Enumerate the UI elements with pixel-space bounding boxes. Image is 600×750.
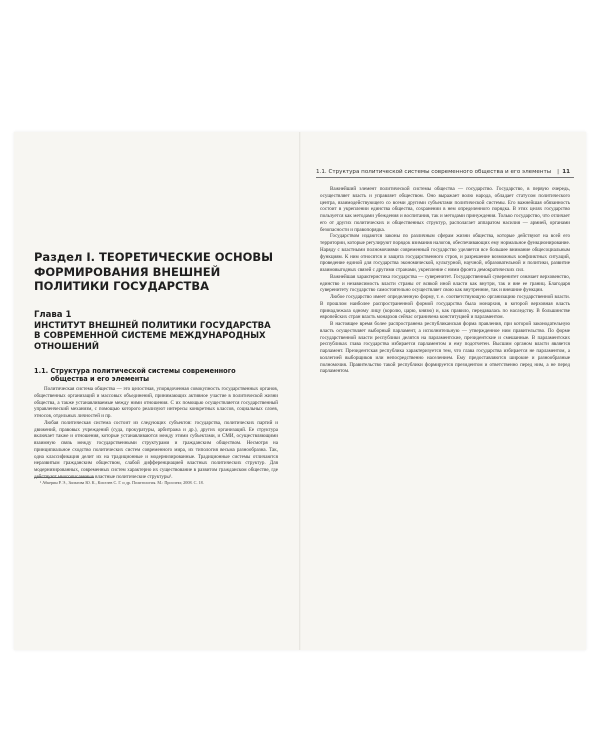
chapter-number: Глава 1 bbox=[34, 310, 72, 320]
running-head bbox=[316, 168, 574, 178]
chapter-heading bbox=[34, 310, 274, 352]
subsection-title: Структура политической системы современного общества и его элементы bbox=[50, 367, 236, 384]
footnote-rule bbox=[34, 477, 94, 478]
paragraph: Любая политическая система состоит из следующих субъектов: государства, политических партий и движений, правовых учреждений (суда, прокуратуры, арбитража и др.), других организаций. Ее структура включает также и отношения, которые устанавливаются между этими субъектами, и СМИ, осуществляющими взаимную связь между государственными структурами и гражданским обществом. Несмотря на принципиальное сходство политических систем современного мира, их типология весьма разнообразна. Так, одна классификация делит их на традиционные и модернизированные. Традиционные системы отличаются неразвитым гражданским обществом, слабой дифференциацией властных политических структур. Для модернизированных, современных систем характерно их существование в развитом гражданском обществе, где действуют многочисленные властные политические структуры¹. bbox=[34, 419, 278, 480]
left-body-text bbox=[34, 386, 278, 481]
paragraph: Любое государство имеет определенную форму, т. е. соответствующую организацию государственной власти. В прошлом наиболее распространенной формой государства была монархия, в которой верховная власть принадлежала одному лицу (королю, царю, князю) и, как правило, передавалась по наследству. В большинстве европейских стран власть монархов сейчас ограничена конституцией и парламентом. bbox=[320, 294, 570, 321]
right-page bbox=[304, 132, 586, 650]
footnote bbox=[34, 480, 278, 486]
page-number: 11 bbox=[562, 169, 570, 175]
subsection-number: 1.1. bbox=[34, 367, 49, 375]
running-head-title: 1.1. Структура политической системы современного общества и его элементы bbox=[316, 169, 552, 175]
footnote-text: ¹ Абкерин Р. Э., Зильтова Ю. К., Киселев С. Г. и др. Политология. М.: Проспект, 2008. С. 18. bbox=[40, 480, 204, 485]
book-spread bbox=[14, 132, 586, 650]
paragraph: В настоящее время более распространена республиканская форма правления, при которой законодательную власть осуществляет выборный парламент, а исполнительную — утвержденное ним правительство. По форме государственной власти республики делятся на парламентские, президентские и смешанные. В парламентских республиках глава государства избирается парламентом и ему подотчетен. Высшим органом власти является парламент. Президентская республика характеризуется тем, что глава государства избирается не парламентом, а коллегией выборщиков или непосредственно населением. Ему предоставляются широкие и разнообразные полномочия. Правительство такой республики формируется президентом и ответственно перед ним, а не перед парламентом. bbox=[320, 321, 570, 375]
book-gutter bbox=[299, 132, 301, 650]
paragraph: Государством издаются законы по различным сферам жизни общества, которые действуют на всей его территории, которые регулируют порядок взимания налогов, обеспечивающих ему нормальное функционирование. Наряду с властными полномочиями современный государство уделяется все большее внимание общесоциальным функциям. К ним относятся и защита государственного строя, и разрешение возможных конфликтных ситуаций, проведение единой для государства экономической, культурной, научной, образовательной и политики, развитие взаимовыгодных связей с другими странами, укрепление с ними фронта демократических сил. bbox=[320, 233, 570, 273]
subsection-heading bbox=[34, 367, 274, 383]
paragraph: Политическая система общества — это целостная, упорядоченная совокупность государственных органов, общественных организаций и массовых объединений, принимающих активное участие в политической жизни общества, а также устанавливаемые между ними отношения. С их помощью осуществляется государственный управленческий механизм, с помощью которого реализуют интересы конкретных классов, социальных слоев, этносов, отдельных личностей и пр. bbox=[34, 386, 278, 419]
right-body-text bbox=[320, 186, 570, 375]
left-page bbox=[14, 132, 298, 650]
paragraph: Важнейший элемент политической системы общества — государство. Государство, в первую очередь, осуществляет власть и управляет обществом. Оно выражает волю народа, обладает статусом политического центра, взаимодействующего со всеми другими субъектами политической системы. Его важнейшая обязанность состоит в укреплении единства общества, сохранении в нем определенного порядка. В этих целях государство пользуется как методами убеждения и воспитания, так и методами принуждения. Только государство, что отличает его от других политических и общественных структур, располагает аппаратом насилия — армией, органами безопасности и правопорядка. bbox=[320, 186, 570, 233]
section-heading: Раздел I. ТЕОРЕТИЧЕСКИЕ ОСНОВЫ ФОРМИРОВАНИЯ ВНЕШНЕЙ ПОЛИТИКИ ГОСУДАРСТВА bbox=[34, 250, 274, 293]
paragraph: Важнейшая характеристика государства — суверенитет. Государственный суверенитет означает верховенство, единство и независимость власти страны от всякой иной власти как внутри, так и вне ее границ. Благодаря суверенитету государство самостоятельно осуществляет свою как внутренние, так и внешние функции. bbox=[320, 273, 570, 294]
running-head-divider: | bbox=[557, 169, 559, 175]
chapter-title: ИНСТИТУТ ВНЕШНЕЙ ПОЛИТИКИ ГОСУДАРСТВА В СОВРЕМЕННОЙ СИСТЕМЕ МЕЖДУНАРОДНЫХ ОТНОШЕНИЙ bbox=[34, 320, 271, 352]
